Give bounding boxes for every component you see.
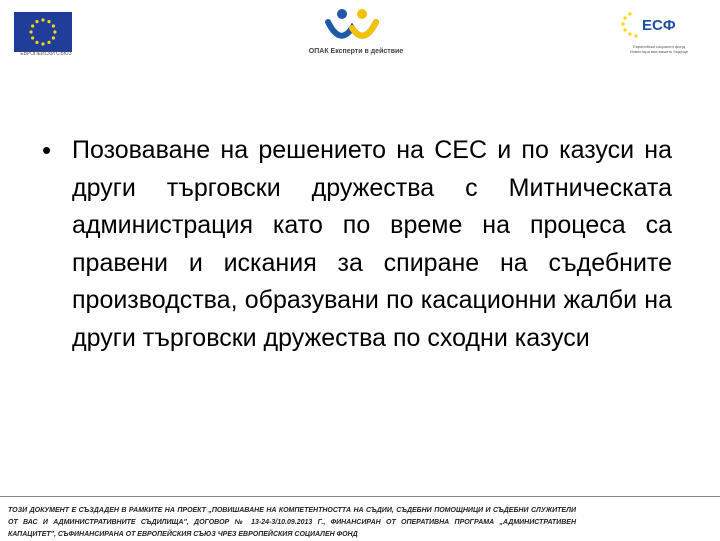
footer-divider — [0, 496, 720, 497]
esf-logo — [620, 8, 690, 42]
eu-caption: ЕВРОПЕЙСКИ СЪЮЗ — [20, 51, 72, 57]
bullet-item — [40, 132, 680, 357]
bullet-text: Позоваване на решението на СЕС и по казуси на други търговски дружества с Митническата администрация като по време на процеса са правени и искания за спиране на съдебните производства, образувани по касационни жалби на други търговски дружества по сходни казуси — [72, 136, 672, 352]
footer-text: ТОЗИ ДОКУМЕНТ Е СЪЗДАДЕН В РАМКИТЕ НА ПРОЕКТ „ПОВИШАВАНЕ НА КОМПЕТЕНТНОСТТА НА СЪДИИ, СЪДЕБНИ ПОМОЩНИЦИ И СЪДЕБНИ СЛУЖИТЕЛИ ОТ ВАС И АДМИНИСТРАТИВНИТЕ СЪДИЛИЩА", ДОГОВОР № 13-24-3/10.09.2013 Г., ФИНАНСИРАН ОТ ОПЕРАТИВНА ПРОГРАМА „АДМИНИСТРАТИВЕН КАПАЦИТЕТ", СЪФИНАНСИРАНА ОТ ЕВРОПЕЙСКИЯ СЪЮЗ ЧРЕЗ ЕВРОПЕЙСКИЯ СОЦИАЛЕН ФОНД — [8, 507, 576, 538]
opak-caption: ОПАК Експерти в действие — [308, 48, 404, 55]
opak-logo — [320, 6, 384, 50]
esf-caption: Европейски социален фонд Инвестира във вашето бъдеще — [629, 44, 689, 54]
esf-label: ЕСФ — [642, 17, 676, 34]
header — [0, 0, 720, 80]
slide-content — [40, 132, 680, 357]
bullet-icon: • — [42, 135, 52, 165]
eu-flag-logo — [14, 12, 72, 52]
